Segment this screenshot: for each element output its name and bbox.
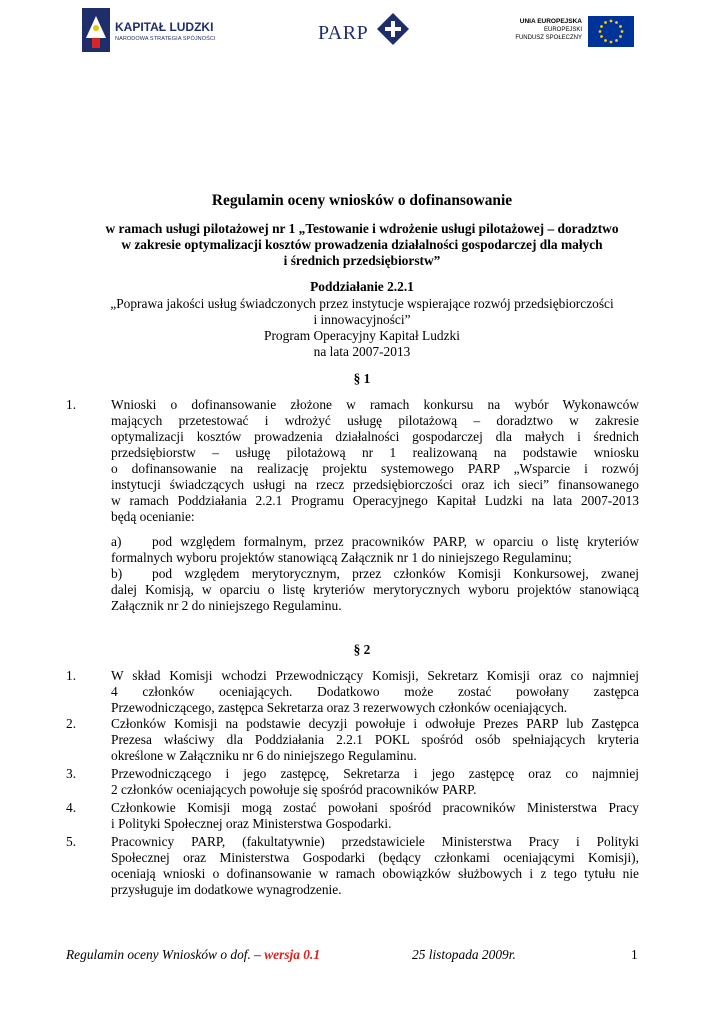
s1-line: instytucji świadczących usługi na rzecz przedsiębiorczości oraz ich sieci” finansowanego	[111, 477, 639, 492]
subtitle-line-2: w zakresie optymalizacji kosztów prowadzenia działalności gospodarczej dla małych	[121, 237, 603, 252]
s2-item-line: przysługuje im dodatkowe wynagrodzenie.	[111, 882, 342, 897]
s2-item-number: 1.	[66, 668, 77, 683]
kapital-ludzki-subtitle: NARODOWA STRATEGIA SPÓJNOŚCI	[115, 36, 216, 42]
s2-item-line: Przewodniczącego i jego zastępcę, Sekretarza i jego zastępcę oraz co najmniej	[111, 766, 639, 781]
sub-b-line: Załącznik nr 2 do niniejszego Regulaminu.	[111, 598, 342, 613]
s2-item-number: 5.	[66, 834, 77, 849]
kapital-ludzki-emblem-icon	[82, 8, 110, 52]
section-2-heading: § 2	[353, 642, 371, 657]
poddzialanie-heading: Poddziałanie 2.2.1	[310, 279, 414, 294]
s2-item-number: 3.	[66, 766, 77, 781]
s2-item-number: 2.	[66, 716, 77, 731]
footer-version: wersja 0.1	[264, 947, 321, 962]
sub-a-line: formalnych wyboru projektów stanowiącą Załącznik nr 1 do niniejszego Regulaminu;	[111, 550, 572, 565]
footer-date: 25 listopada 2009r.	[412, 947, 516, 962]
parp-logo-text: PARP	[318, 22, 369, 44]
parp-logo	[318, 12, 410, 50]
program-line-2: i innowacyjności”	[313, 312, 411, 327]
s2-item-line: określone w Załączniku nr 6 do niniejszego Regulaminu.	[111, 748, 417, 763]
program-line-4: na lata 2007-2013	[313, 344, 411, 359]
program-line-1: „Poprawa jakości usług świadczonych przez instytucje wspierające rozwój przedsiębiorczości	[110, 296, 614, 311]
eu-line3: FUNDUSZ SPOŁECZNY	[515, 35, 582, 41]
sub-a-line: pod względem formalnym, przez pracowników PARP, w oparciu o listę kryteriów	[152, 534, 639, 549]
s1-line: przedsiębiorstw – usługę pilotażową nr 1 realizowaną na podstawie wniosku	[111, 445, 639, 460]
subtitle-line-3: i średnich przedsiębiorstw”	[283, 253, 441, 268]
s1-line: optymalizacji kosztów prowadzenia działalności gospodarczej dla małych i średnich	[111, 429, 639, 444]
footer-doc-name	[66, 947, 320, 963]
s2-item-line: oceniają wnioski o dofinansowanie w ramach obowiązków służbowych i z tego tytułu nie	[111, 866, 639, 881]
program-line-3: Program Operacyjny Kapitał Ludzki	[264, 328, 460, 343]
kapital-ludzki-logo	[82, 8, 232, 52]
s2-item-line: Prezesa właściwy dla Poddziałania 2.2.1 POKL spośród osób spełniających kryteria	[111, 732, 639, 747]
eu-flag-icon	[588, 16, 634, 47]
eu-line2: EUROPEJSKI	[543, 27, 582, 33]
s1-line: mających przetestować i wdrożyć usługę pilotażową – doradztwo w zakresie	[111, 413, 639, 428]
s2-item-line: 2 członków oceniających powołuje się spośród pracowników PARP.	[111, 782, 477, 797]
s2-item-line: Przewodniczącego, zastępca Sekretarza oraz 3 rezerwowych członków oceniających.	[111, 700, 568, 715]
kapital-ludzki-title: KAPITAŁ LUDZKI	[115, 20, 214, 34]
sub-b-line: dalej Komisją, w oparciu o listę kryteriów merytorycznych wyboru projektów stanowiącą	[111, 582, 639, 597]
sub-a-label: a)	[111, 534, 122, 549]
footer-doc-title: Regulamin oceny Wniosków o dof. –	[66, 947, 261, 962]
subtitle-line-1: w ramach usługi pilotażowej nr 1 „Testowanie i wdrożenie usługi pilotażowej – doradztwo	[105, 221, 619, 236]
s1-line: w ramach Poddziałania 2.2.1 Programu Operacyjnego Kapitał Ludzki na lata 2007-2013	[111, 493, 639, 508]
s1-line: o dofinansowanie na realizację projektu systemowego PARP „Wsparcie i rozwój	[111, 461, 639, 476]
s2-item-line: Członkowie Komisji mogą zostać powołani spośród pracowników Ministerstwa Pracy	[111, 800, 639, 815]
eu-logo	[512, 14, 634, 54]
s2-item-line: Społecznej oraz Ministerstwa Gospodarki (będący członkami oceniającymi Komisji),	[111, 850, 639, 865]
s1-line: Wnioski o dofinansowanie złożone w ramach konkursu na wybór Wykonawców	[111, 397, 639, 412]
eu-logo-text	[515, 18, 582, 42]
s2-item-line: i Polityki Społecznej oraz Ministerstwa Gospodarki.	[111, 816, 392, 831]
parp-emblem-icon	[376, 12, 410, 46]
s1-line: będą ocenianie:	[111, 509, 195, 524]
sub-b-label: b)	[111, 566, 123, 581]
s2-item-number: 4.	[66, 800, 77, 815]
section-1-item-number: 1.	[66, 397, 77, 412]
s2-item-line: W skład Komisji wchodzi Przewodniczący Komisji, Sekretarz Komisji oraz co najmniej	[111, 668, 639, 683]
eu-line1: UNIA EUROPEJSKA	[519, 18, 582, 25]
section-1-heading: § 1	[353, 371, 371, 386]
sub-b-line: pod względem merytorycznym, przez członków Komisji Konkursowej, zwanej	[152, 566, 639, 581]
document-title: Regulamin oceny wniosków o dofinansowanie	[211, 192, 513, 209]
footer-page-number: 1	[631, 947, 638, 962]
s2-item-line: 4 członków oceniających. Dodatkowo może zostać powołany zastępca	[111, 684, 639, 699]
s2-item-line: Członków Komisji na podstawie decyzji powołuje i odwołuje Prezes PARP lub Zastępca	[111, 716, 639, 731]
s2-item-line: Pracownicy PARP, (fakultatywnie) przedstawiciele Ministerstwa Pracy i Polityki	[111, 834, 639, 849]
